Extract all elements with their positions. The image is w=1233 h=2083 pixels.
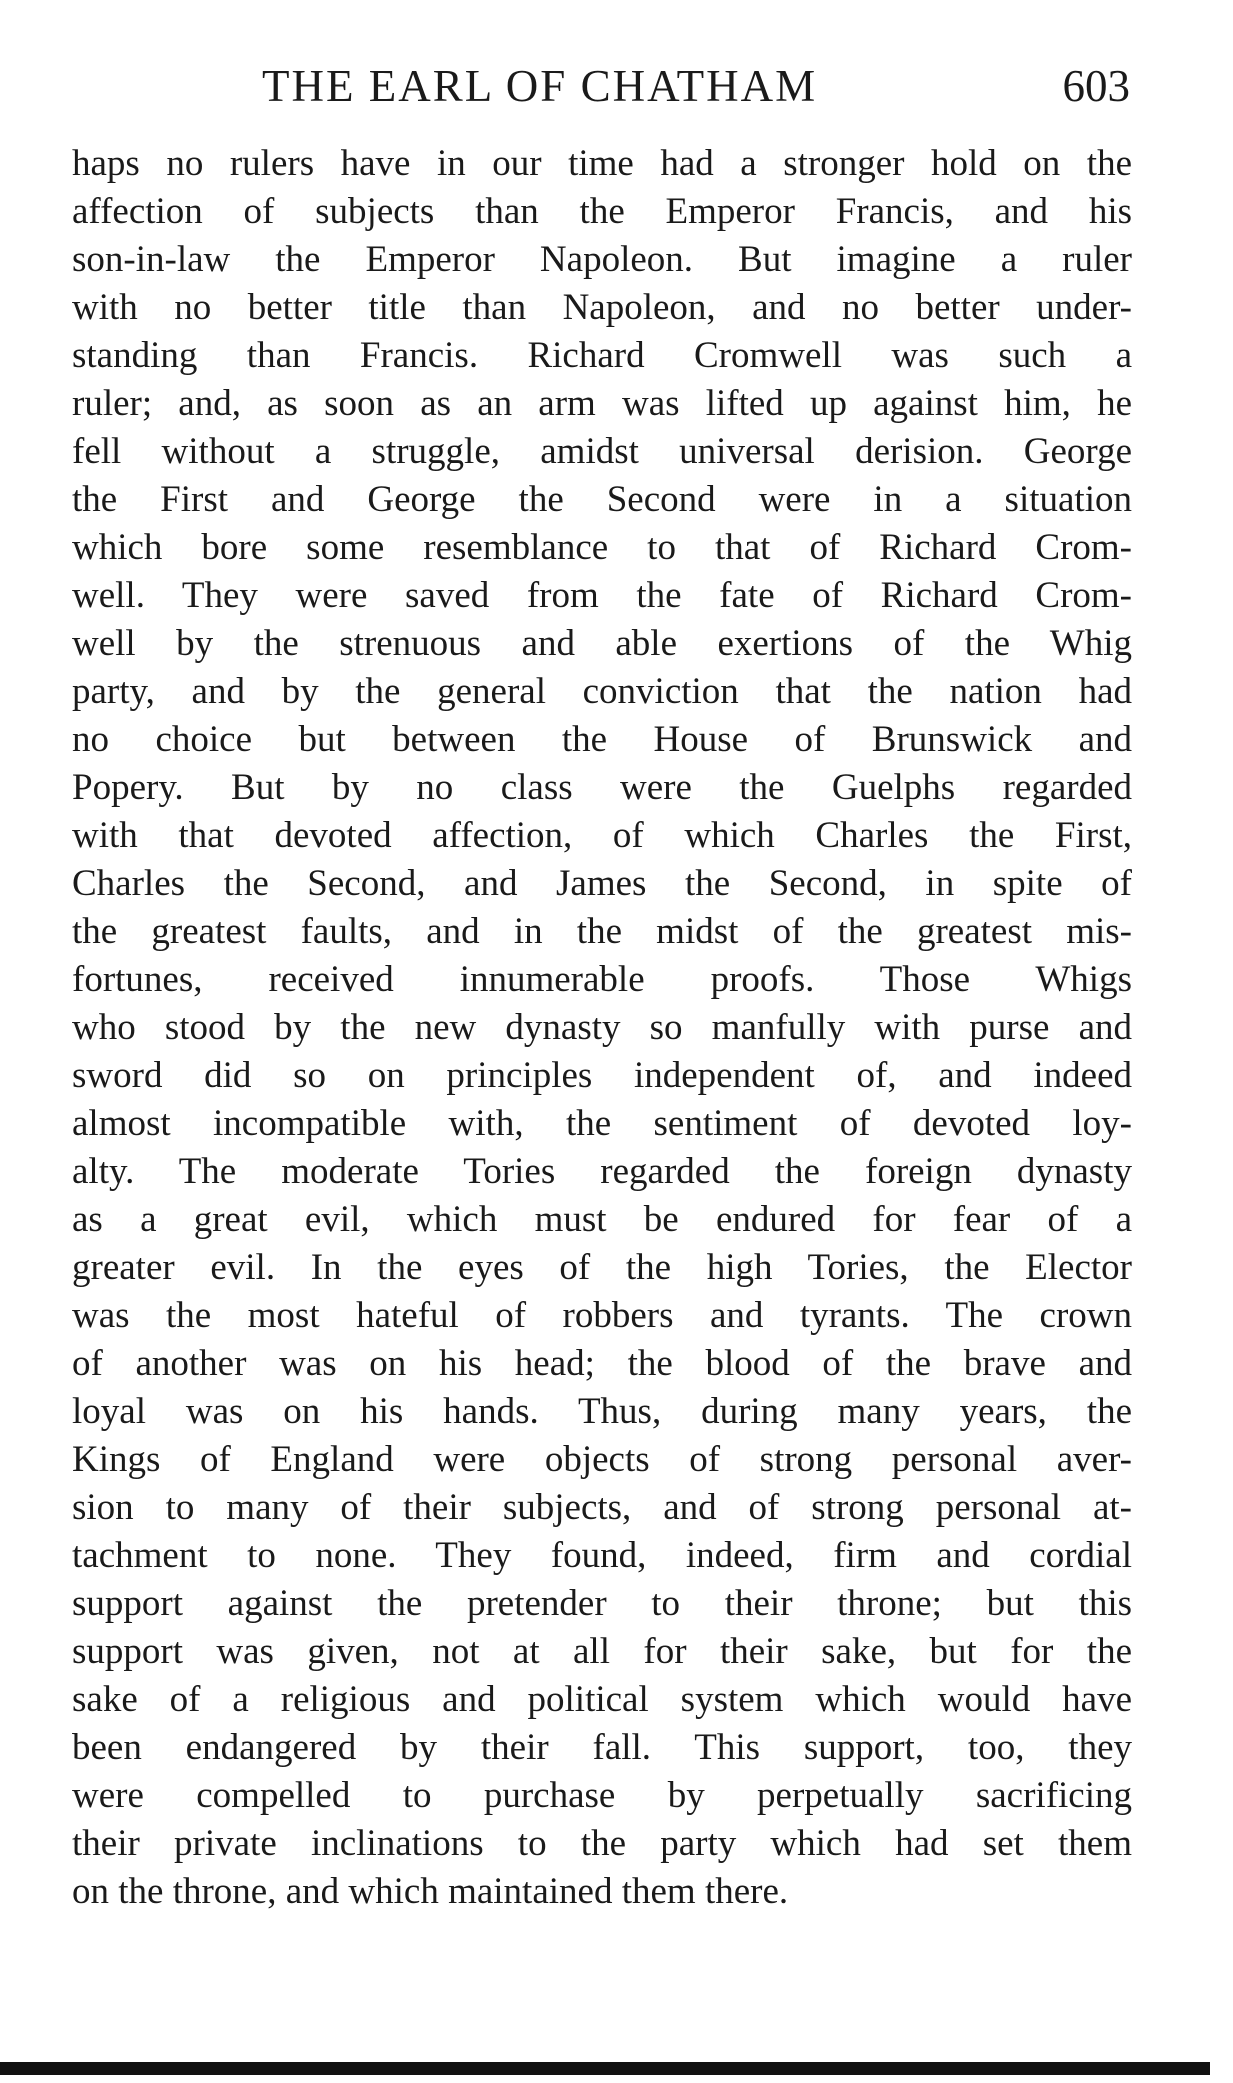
text-line: been endangered by their fall. This support, too, they bbox=[72, 1727, 1132, 1768]
text-line: tachment to none. They found, indeed, firm and cordial bbox=[72, 1535, 1132, 1576]
text-line: Popery. But by no class were the Guelphs regarded bbox=[72, 767, 1132, 808]
text-line: sake of a religious and political system which would have bbox=[72, 1679, 1132, 1720]
text-line: ruler; and, as soon as an arm was lifted up against him, he bbox=[72, 383, 1132, 424]
text-line: standing than Francis. Richard Cromwell was such a bbox=[72, 335, 1132, 376]
text-line: Kings of England were objects of strong personal aver- bbox=[72, 1439, 1132, 1480]
text-line: the First and George the Second were in a situation bbox=[72, 479, 1132, 520]
text-line: sword did so on principles independent of, and indeed bbox=[72, 1055, 1132, 1096]
text-line: fortunes, received innumerable proofs. Those Whigs bbox=[72, 959, 1132, 1000]
text-line: greater evil. In the eyes of the high Tories, the Elector bbox=[72, 1247, 1132, 1288]
text-line: alty. The moderate Tories regarded the foreign dynasty bbox=[72, 1151, 1132, 1192]
text-line: with no better title than Napoleon, and no better under- bbox=[72, 287, 1132, 328]
text-line: party, and by the general conviction that the nation had bbox=[72, 671, 1132, 712]
text-line: haps no rulers have in our time had a stronger hold on the bbox=[72, 143, 1132, 184]
text-line: the greatest faults, and in the midst of the greatest mis- bbox=[72, 911, 1132, 952]
text-line: son-in-law the Emperor Napoleon. But imagine a ruler bbox=[72, 239, 1132, 280]
text-line: as a great evil, which must be endured for fear of a bbox=[72, 1199, 1132, 1240]
bottom-rule bbox=[0, 2062, 1210, 2075]
text-line: loyal was on his hands. Thus, during many years, the bbox=[72, 1391, 1132, 1432]
text-line: which bore some resemblance to that of Richard Crom- bbox=[72, 527, 1132, 568]
text-line: with that devoted affection, of which Charles the First, bbox=[72, 815, 1132, 856]
text-line: well. They were saved from the fate of Richard Crom- bbox=[72, 575, 1132, 616]
running-head bbox=[70, 58, 1130, 114]
page-number: 603 bbox=[1062, 61, 1130, 111]
text-line: were compelled to purchase by perpetually sacrificing bbox=[72, 1775, 1132, 1816]
text-line: was the most hateful of robbers and tyrants. The crown bbox=[72, 1295, 1132, 1336]
text-line: Charles the Second, and James the Second, in spite of bbox=[72, 863, 1132, 904]
text-line: their private inclinations to the party which had set them bbox=[72, 1823, 1132, 1864]
text-line: affection of subjects than the Emperor Francis, and his bbox=[72, 191, 1132, 232]
text-line-last: on the throne, and which maintained them there. bbox=[72, 1871, 789, 1912]
body-text bbox=[72, 140, 1132, 1916]
text-line: support was given, not at all for their sake, but for the bbox=[72, 1631, 1132, 1672]
text-line: no choice but between the House of Brunswick and bbox=[72, 719, 1132, 760]
running-title: THE EARL OF CHATHAM bbox=[262, 61, 818, 111]
text-line: support against the pretender to their throne; but this bbox=[72, 1583, 1132, 1624]
text-line: well by the strenuous and able exertions of the Whig bbox=[72, 623, 1132, 664]
text-line: of another was on his head; the blood of the brave and bbox=[72, 1343, 1132, 1384]
text-line: sion to many of their subjects, and of strong personal at- bbox=[72, 1487, 1132, 1528]
text-line: fell without a struggle, amidst universal derision. George bbox=[72, 431, 1132, 472]
text-line: almost incompatible with, the sentiment of devoted loy- bbox=[72, 1103, 1132, 1144]
text-line: who stood by the new dynasty so manfully with purse and bbox=[72, 1007, 1132, 1048]
